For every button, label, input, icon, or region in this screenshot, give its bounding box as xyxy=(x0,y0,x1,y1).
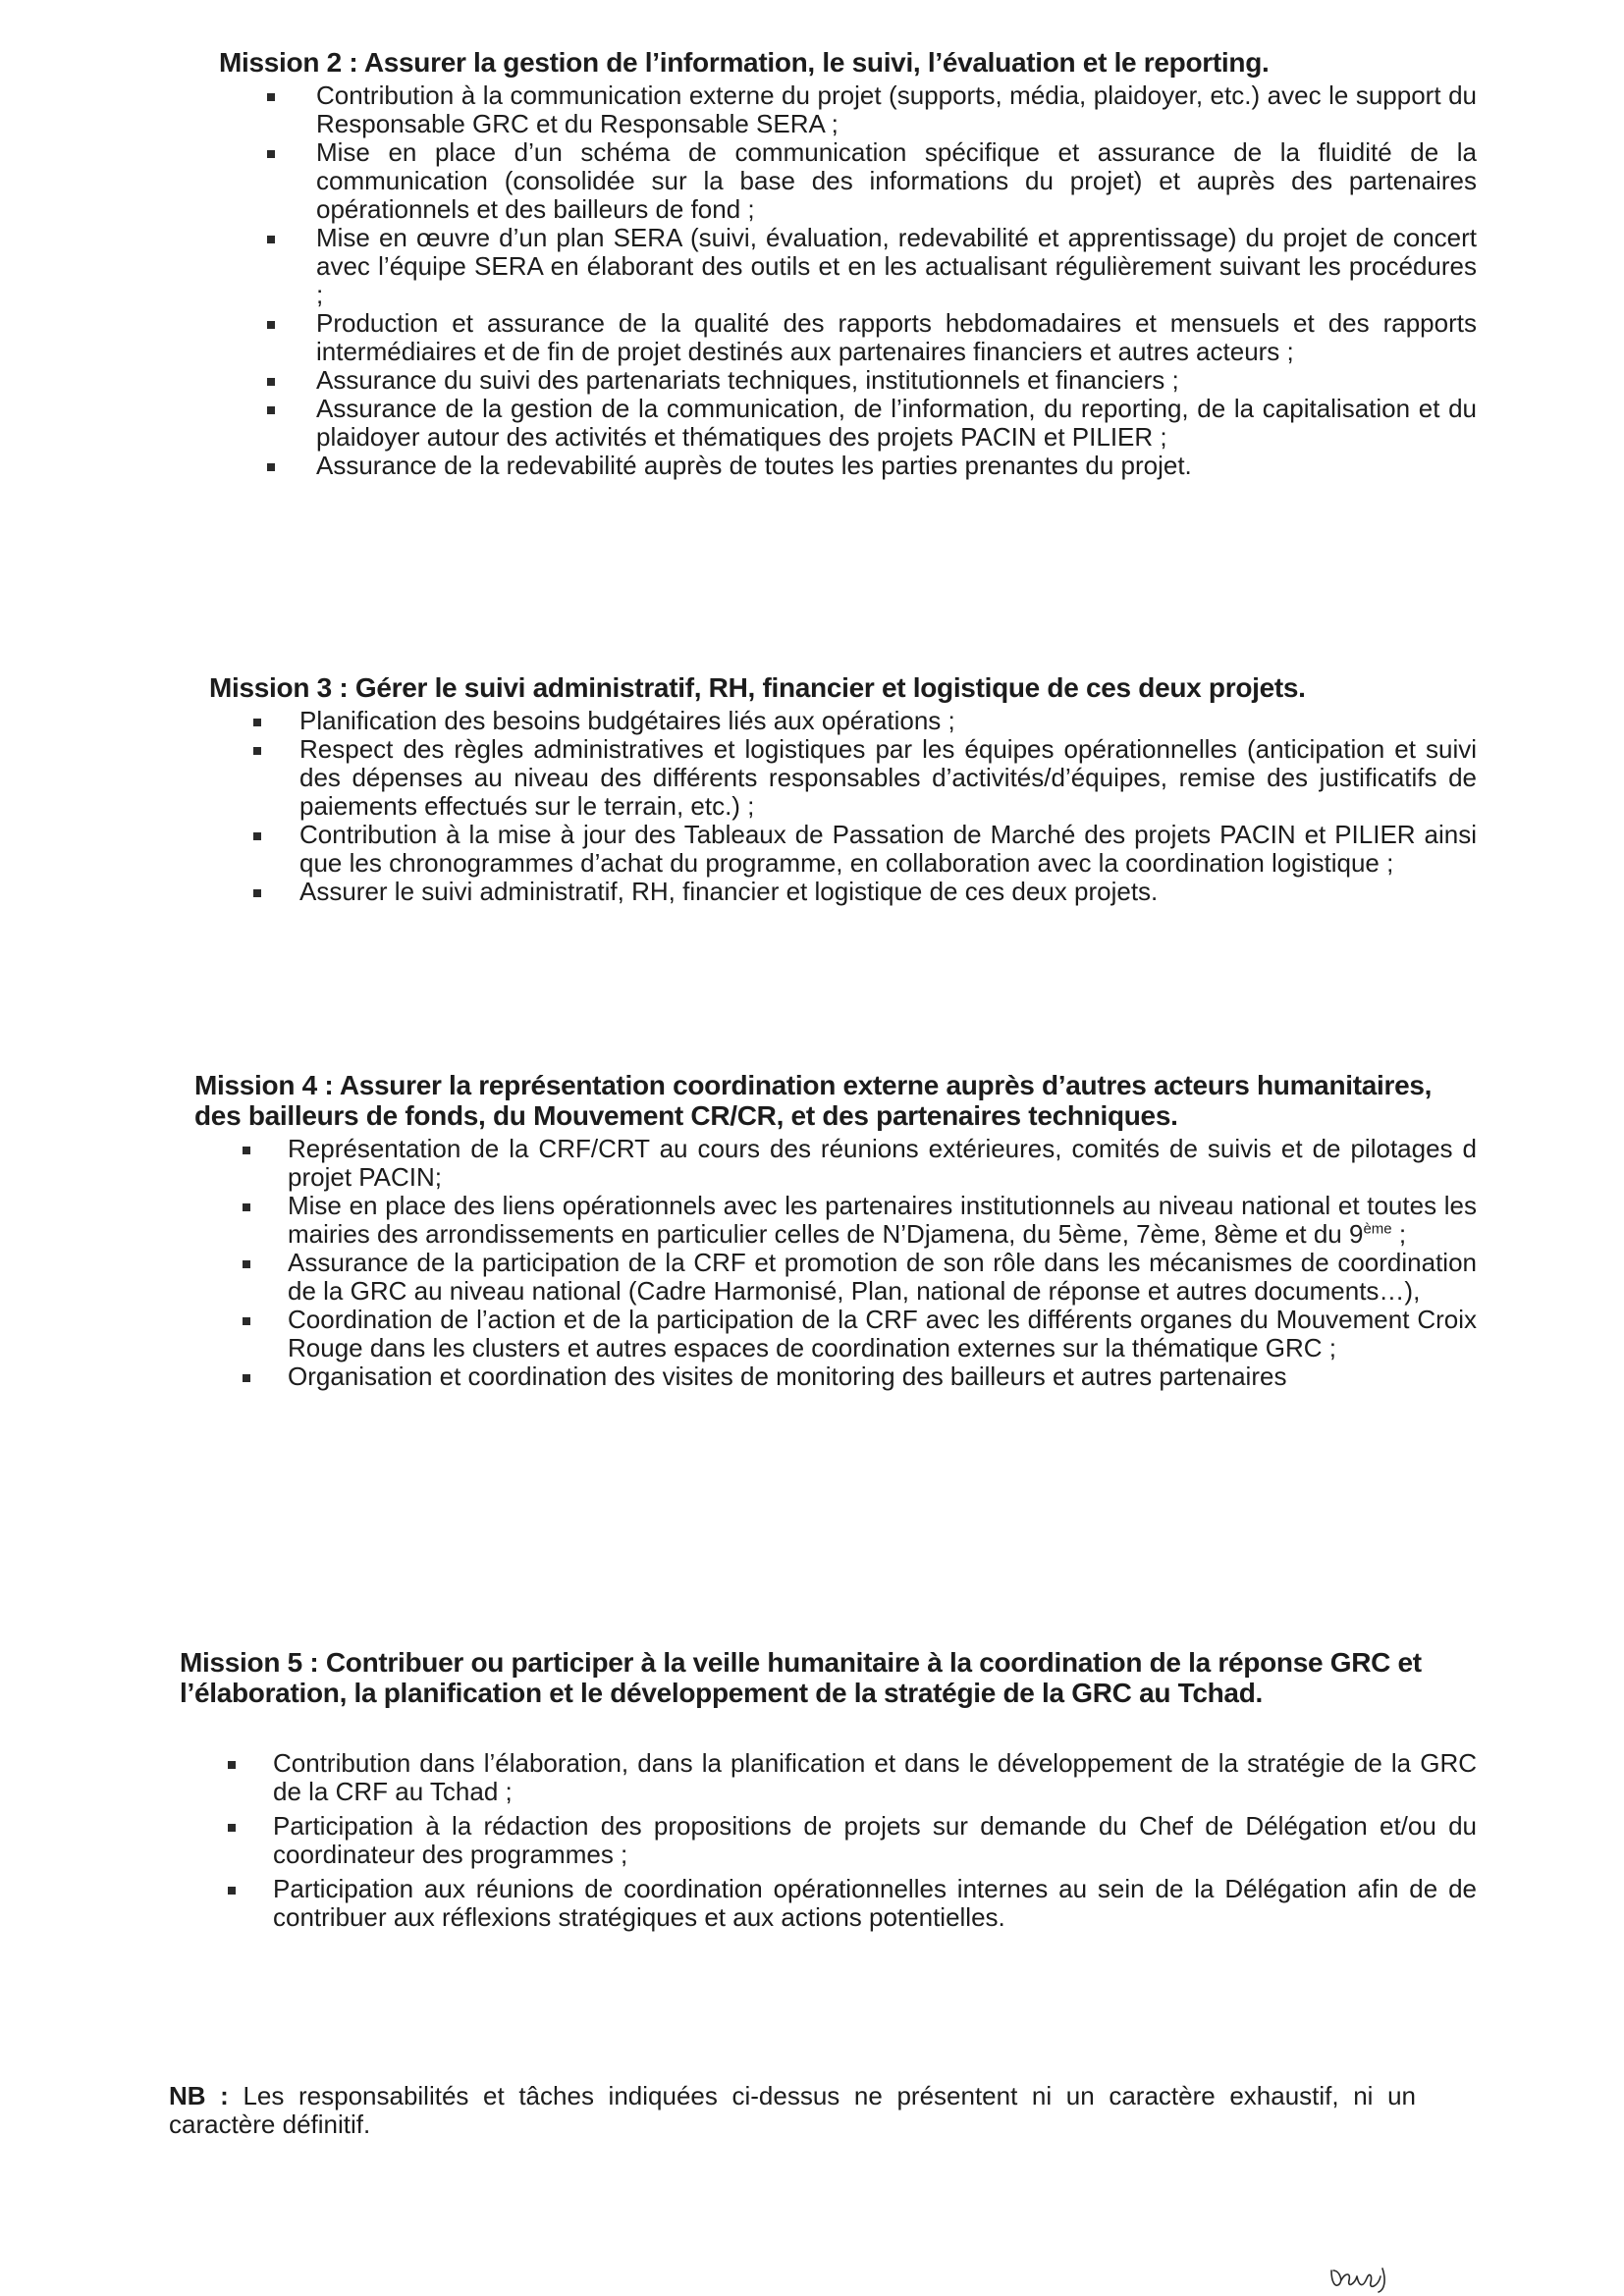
square-bullet-icon xyxy=(267,463,275,471)
mission-5-title xyxy=(0,1647,1624,1708)
task-text: Mise en place des liens opérationnels avec les partenaires institutionnels au niveau national et toutes les mairies des arrondissements en particulier celles de N’Djamena, du 5ème, 7ème, 8ème et du 9 xyxy=(288,1191,1477,1249)
task-text: Coordination de l’action et de la participation de la CRF avec les différents organes du Mouvement Croix Rouge dans les clusters et autres espaces de coordination externes sur la thématique GRC ; xyxy=(288,1305,1477,1362)
square-bullet-icon xyxy=(228,1887,236,1895)
square-bullet-icon xyxy=(267,321,275,329)
mission-4-task-list xyxy=(0,1135,1624,1391)
square-bullet-icon xyxy=(267,150,275,158)
square-bullet-icon xyxy=(267,378,275,386)
task-text: Planification des besoins budgétaires liés aux opérations ; xyxy=(299,706,955,735)
signature-initials xyxy=(1327,2263,1396,2296)
task-text: Production et assurance de la qualité des rapports hebdomadaires et mensuels et des rapports intermédiaires et de fin de projet destinés aux partenaires financiers et autres acteurs ; xyxy=(316,308,1477,366)
square-bullet-icon xyxy=(243,1147,250,1154)
mission-5-task-list xyxy=(0,1749,1624,1932)
task-text: Assurer le suivi administratif, RH, financier et logistique de ces deux projets. xyxy=(299,877,1159,906)
square-bullet-icon xyxy=(253,832,261,840)
mission-3-label: Mission 3 : xyxy=(209,672,349,703)
task-text: Participation aux réunions de coordination opérationnelles internes au sein de la Délégation afin de de contribuer aux réflexions stratégiques et aux actions potentielles. xyxy=(273,1874,1477,1932)
task-text: Assurance de la gestion de la communication, de l’information, du reporting, de la capitalisation et du plaidoyer autour des activités et thématiques des projets PACIN et PILIER ; xyxy=(316,394,1477,452)
list-item xyxy=(0,309,1624,366)
task-text: Assurance du suivi des partenariats techniques, institutionnels et financiers ; xyxy=(316,365,1179,395)
task-text: Mise en place d’un schéma de communication spécifique et assurance de la fluidité de la communication (consolidée sur la base des informations du projet) et auprès des partenaires opérationnels et des bailleurs de fond ; xyxy=(316,137,1477,224)
mission-5-section xyxy=(0,1647,1624,1938)
task-text-end: ; xyxy=(1391,1219,1407,1249)
list-item xyxy=(0,81,1624,138)
mission-5-label: Mission 5 : xyxy=(180,1647,319,1678)
square-bullet-icon xyxy=(253,747,261,755)
list-item xyxy=(0,138,1624,224)
square-bullet-icon xyxy=(228,1761,236,1769)
list-item xyxy=(0,878,1624,906)
list-item xyxy=(0,395,1624,452)
mission-5-heading: Contribuer ou participer à la veille humanitaire à la coordination de la réponse GRC et l’élaboration, la planification et le développement de la stratégie de la GRC au Tchad. xyxy=(180,1647,1422,1708)
mission-2-heading: Assurer la gestion de l’information, le suivi, l’évaluation et le reporting. xyxy=(363,47,1270,78)
task-text: Organisation et coordination des visites de monitoring des bailleurs et autres partenaires xyxy=(288,1362,1287,1391)
square-bullet-icon xyxy=(243,1317,250,1325)
square-bullet-icon xyxy=(267,406,275,414)
task-text: Mise en œuvre d’un plan SERA (suivi, évaluation, redevabilité et apprentissage) du projet de concert avec l’équipe SERA en élaborant des outils et en les actualisant régulièrement suivant les procédures ; xyxy=(316,223,1477,309)
list-item xyxy=(0,707,1624,735)
list-item xyxy=(0,1249,1624,1306)
nb-label: NB : xyxy=(169,2081,229,2110)
list-item xyxy=(0,1362,1624,1391)
mission-4-section xyxy=(0,1070,1624,1391)
nb-note xyxy=(169,2082,1416,2139)
mission-4-title xyxy=(0,1070,1624,1131)
list-item xyxy=(0,1812,1624,1869)
square-bullet-icon xyxy=(253,719,261,726)
square-bullet-icon xyxy=(253,889,261,897)
mission-2-section xyxy=(0,47,1624,480)
square-bullet-icon xyxy=(243,1260,250,1268)
task-text: Contribution à la mise à jour des Tableaux de Passation de Marché des projets PACIN et PILIER ainsi que les chronogrammes d’achat du programme, en collaboration avec la coordination logistique ; xyxy=(299,820,1477,878)
square-bullet-icon xyxy=(243,1374,250,1382)
mission-3-heading: Gérer le suivi administratif, RH, financier et logistique de ces deux projets. xyxy=(354,672,1306,703)
mission-3-title xyxy=(0,672,1624,703)
list-item xyxy=(0,1192,1624,1249)
mission-3-task-list xyxy=(0,707,1624,906)
mission-2-label: Mission 2 : xyxy=(219,47,358,78)
list-item xyxy=(0,366,1624,395)
mission-2-title xyxy=(0,47,1624,78)
list-item xyxy=(0,1875,1624,1932)
mission-4-heading: Assurer la représentation coordination externe auprès d’autres acteurs humanitaires, des bailleurs de fonds, du Mouvement CR/CR, et des partenaires techniques. xyxy=(194,1070,1433,1131)
list-item xyxy=(0,1306,1624,1362)
square-bullet-icon xyxy=(228,1824,236,1832)
nb-text: Les responsabilités et tâches indiquées ci-dessus ne présentent ni un caractère exhaustif, ni un caractère définitif. xyxy=(169,2081,1416,2139)
list-item xyxy=(0,735,1624,821)
mission-4-label: Mission 4 : xyxy=(194,1070,334,1100)
task-text: Contribution à la communication externe du projet (supports, média, plaidoyer, etc.) avec le support du Responsable GRC et du Responsable SERA ; xyxy=(316,80,1477,138)
list-item xyxy=(0,1135,1624,1192)
list-item xyxy=(0,224,1624,309)
task-text: Représentation de la CRF/CRT au cours des réunions extérieures, comités de suivis et de pilotages d projet PACIN; xyxy=(288,1134,1477,1192)
task-text: Assurance de la participation de la CRF et promotion de son rôle dans les mécanismes de coordination de la GRC au niveau national (Cadre Harmonisé, Plan, national de réponse et autres documents…), xyxy=(288,1248,1477,1306)
task-text: Contribution dans l’élaboration, dans la planification et dans le développement de la stratégie de la GRC de la CRF au Tchad ; xyxy=(273,1748,1477,1806)
mission-2-task-list xyxy=(0,81,1624,480)
superscript-ordinal: ème xyxy=(1363,1220,1392,1238)
task-text: Assurance de la redevabilité auprès de toutes les parties prenantes du projet. xyxy=(316,451,1192,480)
square-bullet-icon xyxy=(243,1203,250,1211)
list-item xyxy=(0,1749,1624,1806)
mission-3-section xyxy=(0,672,1624,906)
square-bullet-icon xyxy=(267,93,275,101)
list-item xyxy=(0,452,1624,480)
task-text: Participation à la rédaction des propositions de projets sur demande du Chef de Délégation et/ou du coordinateur des programmes ; xyxy=(273,1811,1477,1869)
square-bullet-icon xyxy=(267,236,275,243)
task-text: Respect des règles administratives et logistiques par les équipes opérationnelles (anticipation et suivi des dépenses au niveau des différents responsables d’activités/d’équipes, remise des justificatifs de paiements effectués sur le terrain, etc.) ; xyxy=(299,734,1477,821)
list-item xyxy=(0,821,1624,878)
